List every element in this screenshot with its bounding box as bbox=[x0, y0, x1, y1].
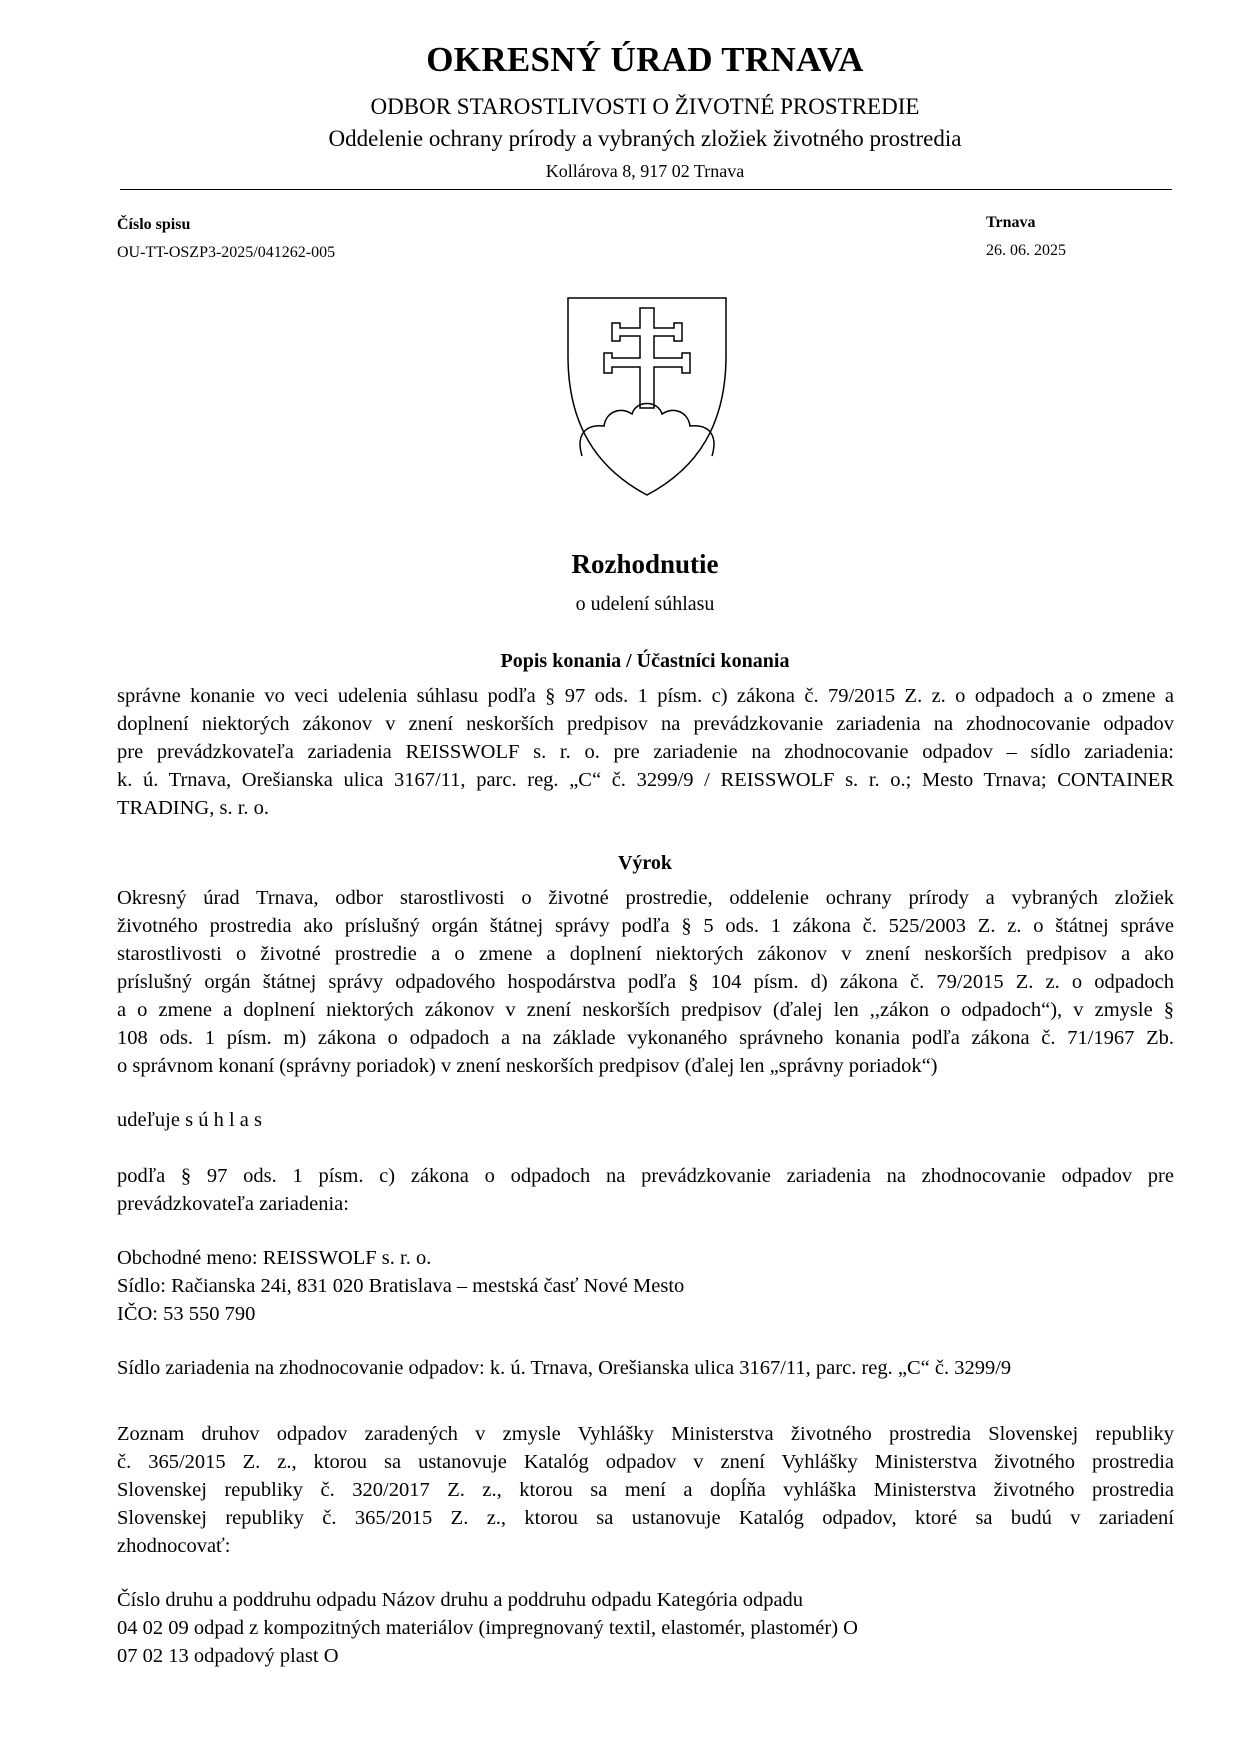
file-number: OU-TT-OSZP3-2025/041262-005 bbox=[117, 244, 336, 261]
paragraph-line: správne konanie vo veci udelenia súhlasu podľa § 97 ods. 1 písm. c) zákona č. 79/2015 Z. z. o odpadoch a o zmene a bbox=[117, 685, 1174, 707]
waste-table-row: 07 02 13 odpadový plast O bbox=[117, 1645, 339, 1667]
grant-statement bbox=[117, 1106, 1174, 1134]
office-address: Kollárova 8, 917 02 Trnava bbox=[545, 161, 745, 181]
facility-seat-line: Sídlo zariadenia na zhodnocovanie odpadov: k. ú. Trnava, Orešianska ulica 3167/11, parc. reg. „C“ č. 3299/9 bbox=[117, 1357, 1012, 1379]
office-name: OKRESNÝ ÚRAD TRNAVA bbox=[426, 40, 864, 79]
operator-seat: Sídlo: Račianska 24i, 831 020 Bratislava – mestská časť Nové Mesto bbox=[117, 1275, 685, 1297]
document-title: Rozhodnutie bbox=[571, 549, 719, 579]
paragraph-line: príslušný orgán štátnej správy odpadového hospodárstva podľa § 104 písm. d) zákona č. 79/2015 Z. z. o odpadoch bbox=[117, 971, 1174, 993]
paragraph-line: Slovenskej republiky č. 320/2017 Z. z., ktorou sa mení a dopĺňa vyhláška Ministerstva životného prostredia bbox=[117, 1479, 1174, 1501]
facility-seat bbox=[117, 1354, 1174, 1382]
operator-details bbox=[117, 1244, 1174, 1328]
paragraph-line: zhodnocovať: bbox=[117, 1535, 231, 1557]
ruling-intro-paragraph bbox=[117, 884, 1174, 1080]
ruling-heading: Výrok bbox=[617, 852, 673, 874]
paragraph-line: doplnení niektorých zákonov v znení neskorších predpisov na prevádzkovanie zariadenia na zhodnocovanie odpadov bbox=[117, 713, 1174, 735]
paragraph-line: pre prevádzkovateľa zariadenia REISSWOLF s. r. o. pre zariadenie na zhodnocovanie odpadov – sídlo zariadenia: bbox=[117, 741, 1174, 763]
waste-catalog-paragraph bbox=[117, 1420, 1174, 1560]
legal-basis-paragraph bbox=[117, 1162, 1174, 1218]
operator-ico: IČO: 53 550 790 bbox=[117, 1303, 256, 1325]
paragraph-line: 108 ods. 1 písm. m) zákona o odpadoch a na základe vykonaného správneho konania podľa zákona č. 71/1967 Zb. bbox=[117, 1027, 1174, 1049]
paragraph-line: podľa § 97 ods. 1 písm. c) zákona o odpadoch na prevádzkovanie zariadenia na zhodnocovanie odpadov pre bbox=[117, 1165, 1174, 1187]
paragraph-line: Slovenskej republiky č. 365/2015 Z. z., ktorou sa ustanovuje Katalóg odpadov, ktoré sa budú v zariadení bbox=[117, 1507, 1174, 1529]
place-label: Trnava bbox=[986, 214, 1036, 231]
paragraph-line: a o zmene a doplnení niektorých zákonov v znení neskorších predpisov (ďalej len ,,zákon o odpadoch“), v zmysle § bbox=[117, 999, 1174, 1021]
document-subtitle: o udelení súhlasu bbox=[575, 593, 715, 615]
paragraph-line: starostlivosti o životné prostredie a o zmene a doplnení niektorých zákonov v znení neskorších predpisov a ako bbox=[117, 943, 1174, 965]
document-date: 26. 06. 2025 bbox=[986, 242, 1066, 259]
paragraph-line: o správnom konaní (správny poriadok) v znení neskorších predpisov (ďalej len „správny poriadok“) bbox=[117, 1055, 938, 1077]
paragraph-line: životného prostredia ako príslušný orgán štátnej správy podľa § 5 ods. 1 zákona č. 525/2003 Z. z. o štátnej správe bbox=[117, 915, 1174, 937]
header-divider bbox=[120, 189, 1172, 190]
waste-table-header: Číslo druhu a poddruhu odpadu Názov druhu a poddruhu odpadu Kategória odpadu bbox=[117, 1589, 804, 1611]
waste-table bbox=[117, 1586, 1174, 1670]
coat-of-arms-icon bbox=[566, 296, 728, 498]
paragraph-line: k. ú. Trnava, Orešianska ulica 3167/11, parc. reg. „C“ č. 3299/9 / REISSWOLF s. r. o.; Mesto Trnava; CONTAINER bbox=[117, 769, 1174, 791]
paragraph-line: č. 365/2015 Z. z., ktorou sa ustanovuje Katalóg odpadov v znení Vyhlášky Ministerstva životného prostredia bbox=[117, 1451, 1174, 1473]
section-name: Oddelenie ochrany prírody a vybraných zložiek životného prostredia bbox=[328, 126, 962, 151]
paragraph-line: Zoznam druhov odpadov zaradených v zmysle Vyhlášky Ministerstva životného prostredia Slovenskej republiky bbox=[117, 1423, 1174, 1445]
operator-name: Obchodné meno: REISSWOLF s. r. o. bbox=[117, 1247, 432, 1269]
paragraph-line: prevádzkovateľa zariadenia: bbox=[117, 1193, 349, 1215]
paragraph-line: TRADING, s. r. o. bbox=[117, 797, 270, 819]
grant-line: udeľuje s ú h l a s bbox=[117, 1109, 262, 1131]
proceedings-paragraph bbox=[117, 682, 1174, 822]
proceedings-heading: Popis konania / Účastníci konania bbox=[500, 650, 790, 672]
paragraph-line: Okresný úrad Trnava, odbor starostlivosti o životné prostredie, oddelenie ochrany prírody a vybraných zložiek bbox=[117, 887, 1174, 909]
department-name: ODBOR STAROSTLIVOSTI O ŽIVOTNÉ PROSTREDIE bbox=[370, 94, 920, 119]
waste-table-row: 04 02 09 odpad z kompozitných materiálov (impregnovaný textil, elastomér, plastomér) O bbox=[117, 1617, 858, 1639]
file-number-label: Číslo spisu bbox=[117, 216, 191, 233]
